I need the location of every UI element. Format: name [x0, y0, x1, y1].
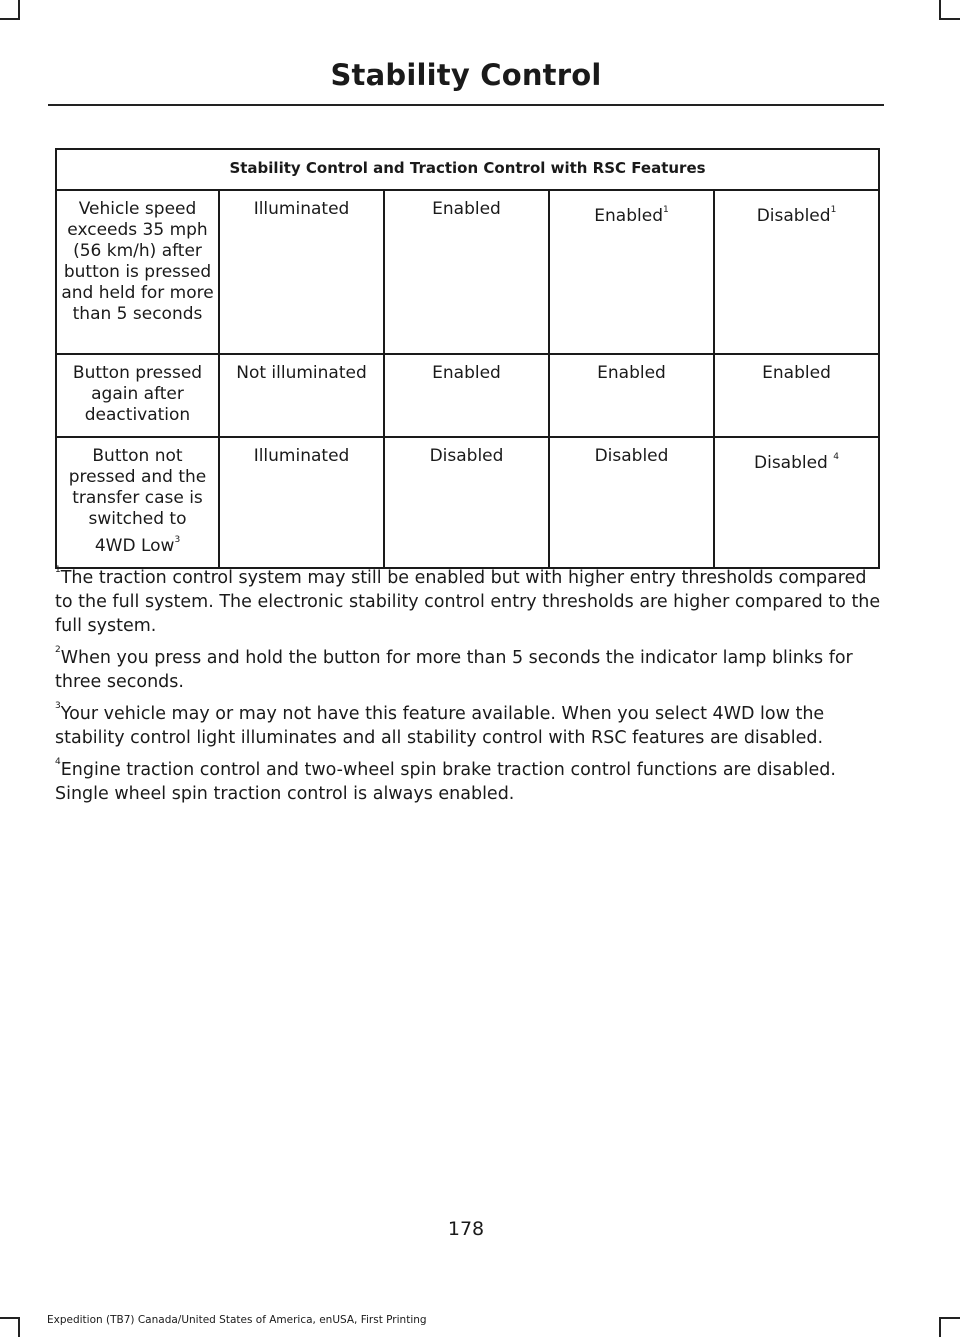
- table-cell: Disabled $^4$: [714, 437, 879, 568]
- footnote: $^4$Engine traction control and two-wheel spin brake traction control functions are disabled. Single wheel spin traction control is always enabled.: [55, 757, 836, 804]
- table-row: [56, 354, 879, 437]
- table-row: [56, 190, 879, 354]
- crop-mark: [940, 18, 960, 20]
- crop-mark: [940, 1317, 960, 1319]
- table-cell: Enabled: [384, 190, 549, 354]
- table-cell-indicator: Not illuminated: [219, 354, 384, 437]
- footnotes: [55, 566, 885, 814]
- table-caption: Stability Control and Traction Control with RSC Features: [56, 149, 879, 190]
- table-cell-condition: Vehicle speed exceeds 35 mph (56 km/h) after button is pressed and held for more than 5 seconds: [56, 190, 219, 354]
- page-title: Stability Control: [330, 58, 602, 92]
- table-cell: Disabled: [384, 437, 549, 568]
- table-cell: Disabled$^1$: [714, 190, 879, 354]
- page-number: 178: [447, 1218, 485, 1240]
- footnote: $^2$When you press and hold the button for more than 5 seconds the indicator lamp blinks for three seconds.: [55, 645, 853, 692]
- footer-text: Expedition (TB7) Canada/United States of America, enUSA, First Printing: [47, 1314, 427, 1326]
- table-row: [56, 437, 879, 568]
- crop-mark: [0, 18, 20, 20]
- table-cell: Enabled: [384, 354, 549, 437]
- crop-mark: [939, 0, 941, 20]
- table-cell-condition: Button pressed again after deactivation: [56, 354, 219, 437]
- table-cell-indicator: Illuminated: [219, 190, 384, 354]
- table-cell: Disabled: [549, 437, 714, 568]
- features-table: [55, 148, 880, 569]
- crop-mark: [939, 1317, 941, 1337]
- table-cell: Enabled: [549, 354, 714, 437]
- crop-mark: [18, 0, 20, 20]
- crop-mark: [18, 1317, 20, 1337]
- header-divider: [48, 104, 884, 106]
- footnote: $^1$The traction control system may still be enabled but with higher entry thresholds compared to the full system. The electronic stability control entry thresholds are higher compared to the full system.: [55, 565, 881, 636]
- table-cell-indicator: Illuminated: [219, 437, 384, 568]
- table-cell-condition: Button not pressed and the transfer case is switched to 4WD Low$^3$: [56, 437, 219, 568]
- table-cell: Enabled$^1$: [549, 190, 714, 354]
- crop-mark: [0, 1317, 20, 1319]
- footnote: $^3$Your vehicle may or may not have this feature available. When you select 4WD low the stability control light illuminates and all stability control with RSC features are disabled.: [55, 701, 825, 748]
- table-cell: Enabled: [714, 354, 879, 437]
